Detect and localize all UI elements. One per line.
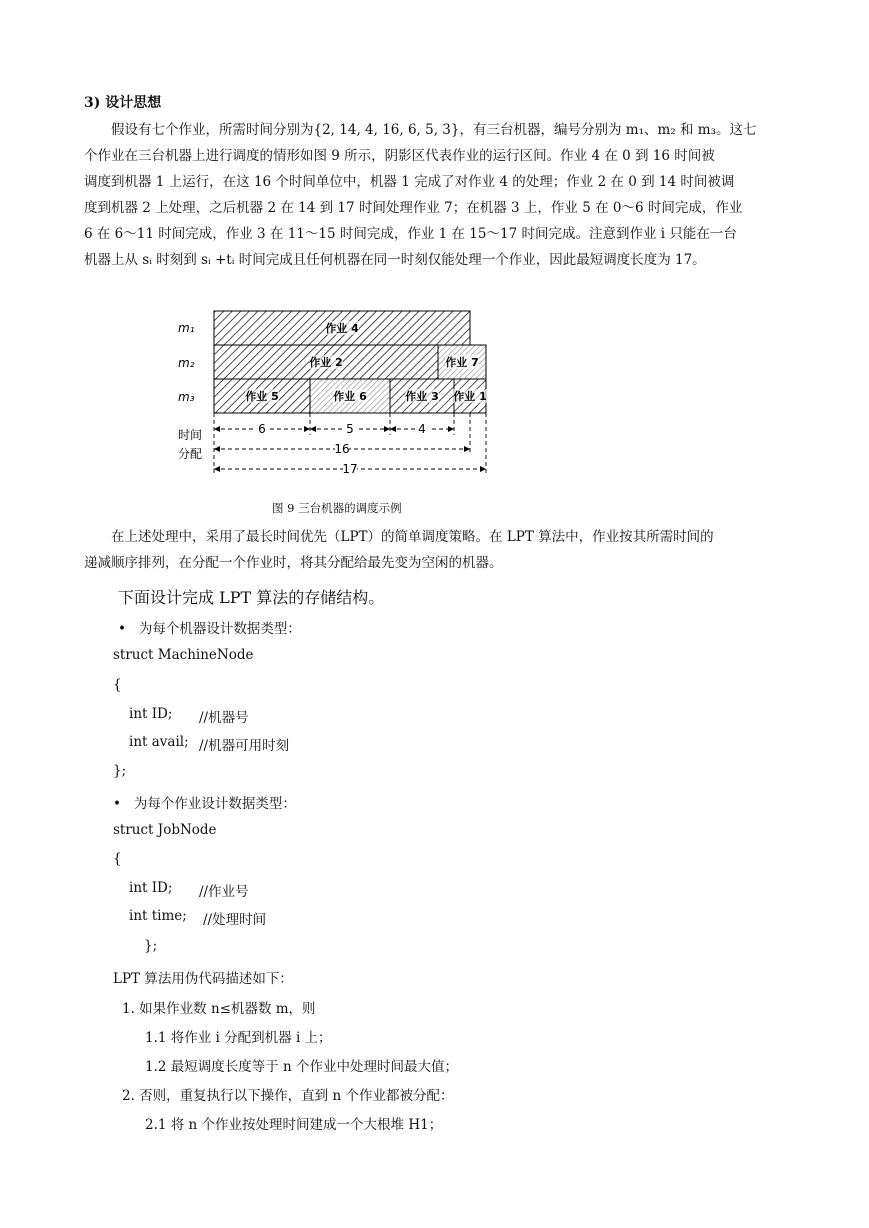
- struct-machine-field-code: int avail;: [129, 734, 189, 750]
- bullet-text: 为每个作业设计数据类型：: [133, 796, 296, 812]
- figure-caption: 图 9 三台机器的调度示例: [272, 501, 402, 515]
- job-label: 作业 6: [333, 390, 367, 403]
- job-bars: [214, 311, 487, 413]
- job-label: 作业 4: [325, 322, 359, 335]
- bullet-item: [118, 617, 301, 637]
- dimension-arrow: [310, 426, 316, 432]
- step-item: 2. 否则，重复执行以下操作，直到 n 个作业都被分配：: [122, 1088, 454, 1104]
- dimension-label: 16: [334, 442, 350, 456]
- dimension-arrow: [448, 426, 454, 432]
- job-label: 作业 3: [405, 390, 439, 403]
- dimension-arrow: [464, 446, 470, 452]
- paragraph-line: 在上述处理中，采用了最长时间优先（LPT）的简单调度策略。在 LPT 算法中，作业按其所需时间的: [111, 529, 714, 545]
- struct-job-field-comment: //作业号: [199, 884, 249, 900]
- paragraph-line: 个作业在三台机器上进行调度的情形如图 9 所示，阴影区代表作业的运行区间。作业 4 在 0 到 16 时间被: [84, 148, 715, 164]
- intro-line: 下面设计完成 LPT 算法的存储结构。: [118, 588, 385, 607]
- dimension-arrow: [390, 426, 396, 432]
- paragraph-intro: [84, 117, 788, 273]
- paragraph-line: 度到机器 2 上处理，之后机器 2 在 14 到 17 时间处理作业 7；在机器 3 上，作业 5 在 0～6 时间完成，作业: [84, 200, 743, 216]
- struct-job-header: struct JobNode: [113, 822, 217, 838]
- dimension-lines: [214, 413, 486, 476]
- struct-job-open: {: [113, 851, 122, 867]
- struct-machine-field-comment: //机器号: [199, 710, 249, 726]
- dimension-arrow: [214, 426, 220, 432]
- section-heading: 3) 设计思想: [84, 95, 162, 111]
- paragraph-line: 6 在 6～11 时间完成，作业 3 在 11～15 时间完成，作业 1 在 15～17 时间完成。注意到作业 i 只能在一台: [84, 226, 737, 242]
- machine-label-m3: m₃: [178, 390, 195, 404]
- struct-job-field-code: int time;: [129, 908, 187, 924]
- struct-machine-field-comment: //机器可用时刻: [199, 738, 290, 754]
- dimension-label: 5: [346, 422, 354, 436]
- paragraph-line: 递减顺序排列，在分配一个作业时，将其分配给最先变为空闲的机器。: [84, 555, 503, 571]
- allocation-label: 分配: [178, 447, 203, 461]
- struct-job-field-code: int ID;: [129, 880, 173, 896]
- dimension-label: 17: [342, 462, 358, 476]
- struct-machine-open: {: [113, 677, 122, 693]
- algorithm-intro: LPT 算法用伪代码描述如下：: [113, 971, 293, 987]
- dimension-arrow: [384, 426, 390, 432]
- struct-machine-header: struct MachineNode: [113, 647, 254, 663]
- dimension-arrow: [214, 446, 220, 452]
- job-label: 作业 5: [245, 390, 279, 403]
- paragraph-line: 机器上从 sᵢ 时刻到 sᵢ +tᵢ 时间完成且任何机器在同一时刻仅能处理一个作业，因此最短调度长度为 17。: [84, 252, 706, 268]
- struct-machine-field-code: int ID;: [129, 706, 173, 722]
- bullet-glyph: •: [118, 621, 126, 637]
- bullet-text: 为每个机器设计数据类型：: [138, 621, 301, 637]
- dimension-arrow: [214, 466, 220, 472]
- struct-machine-close: };: [113, 763, 127, 779]
- bullet-glyph: •: [113, 796, 121, 812]
- struct-job-field-comment: //处理时间: [203, 912, 267, 928]
- job-label: 作业 2: [309, 356, 343, 369]
- step-item: 1.2 最短调度长度等于 n 个作业中处理时间最大值；: [145, 1059, 459, 1075]
- machine-label-m1: m₁: [178, 321, 195, 335]
- paragraph-line: 假设有七个作业，所需时间分别为{2, 14, 4, 16, 6, 5, 3}，有三台机器，编号分别为 m₁、m₂ 和 m₃。这七: [111, 122, 757, 138]
- job-label: 作业 1: [453, 390, 487, 403]
- step-item: 1.1 将作业 i 分配到机器 i 上；: [145, 1030, 332, 1046]
- paragraph-lpt: [84, 524, 788, 576]
- job-label: 作业 7: [445, 356, 479, 369]
- dimension-arrow: [480, 466, 486, 472]
- machine-label-m2: m₂: [178, 356, 195, 370]
- dimension-arrow: [304, 426, 310, 432]
- step-item: 2.1 将 n 个作业按处理时间建成一个大根堆 H1；: [145, 1117, 443, 1133]
- time-label: 时间: [178, 428, 203, 442]
- schedule-figure: [170, 305, 500, 480]
- struct-job-close: };: [144, 938, 158, 954]
- bullet-item: [113, 792, 296, 812]
- step-item: 1. 如果作业数 n≤机器数 m，则: [122, 1001, 316, 1017]
- dimension-label: 6: [258, 422, 266, 436]
- dimension-label: 4: [418, 422, 426, 436]
- paragraph-line: 调度到机器 1 上运行，在这 16 个时间单位中，机器 1 完成了对作业 4 的处理；作业 2 在 0 到 14 时间被调: [84, 174, 735, 190]
